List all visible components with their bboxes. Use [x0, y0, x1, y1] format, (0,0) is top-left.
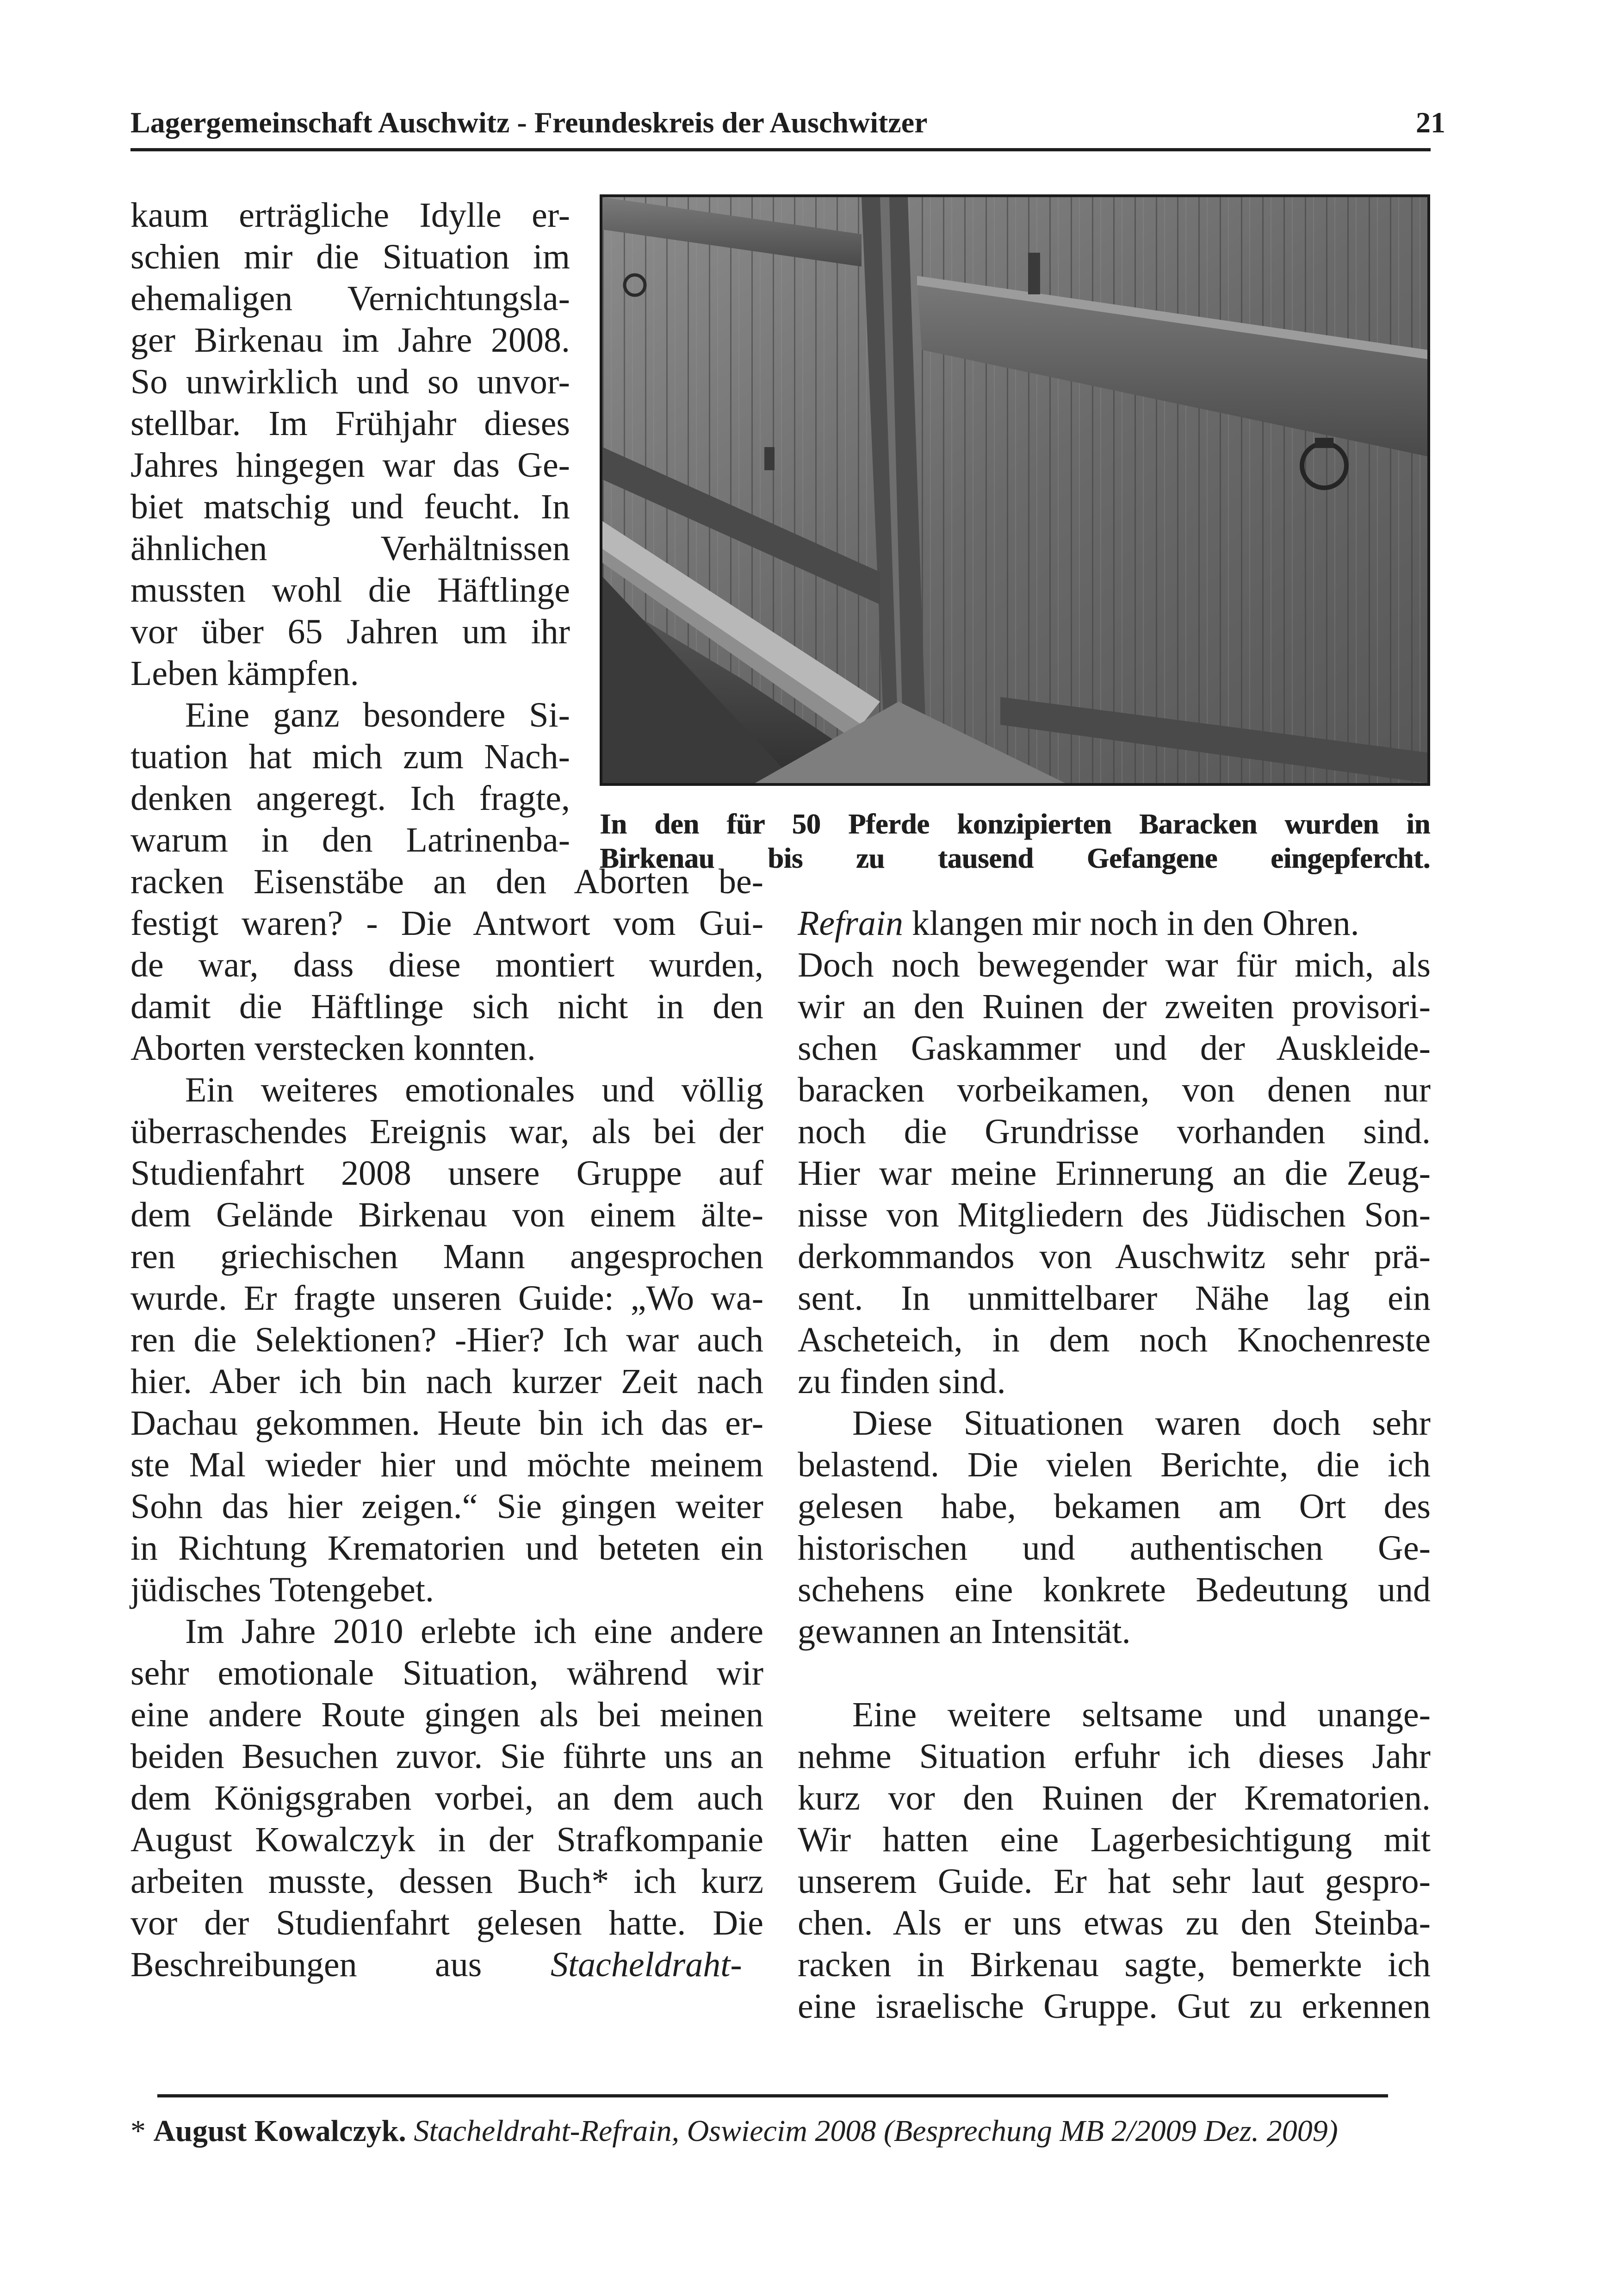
body-text-line: festigt waren? - Die Antwort vom Gui-	[130, 904, 763, 943]
body-text-line: sent. In unmittelbarer Nähe lag ein	[798, 1279, 1431, 1318]
body-text-line: Studienfahrt 2008 unsere Gruppe auf	[130, 1154, 763, 1193]
body-text-line: ehemaligen Vernichtungsla-	[130, 279, 570, 318]
body-text-line: dem Gelände Birkenau von einem älte-	[130, 1195, 763, 1234]
body-text-line: nisse von Mitgliedern des Jüdischen Son-	[798, 1195, 1431, 1234]
body-text-line: kurz vor den Ruinen der Krematorien.	[798, 1779, 1431, 1817]
body-text-line: schien mir die Situation im	[130, 237, 570, 276]
body-text-line: Beschreibungen	[130, 1945, 357, 1984]
body-text-line: Ein weiteres emotionales und völlig	[185, 1070, 763, 1109]
body-text-line: stellbar. Im Frühjahr dieses	[130, 404, 570, 443]
body-text-line: Eine ganz besondere Si-	[185, 696, 570, 734]
body-text-line: schen Gaskammer und der Auskleide-	[798, 1029, 1431, 1068]
body-text-line: sehr emotionale Situation, während wir	[130, 1654, 763, 1692]
footnote-author: August Kowalczyk.	[153, 2114, 406, 2148]
body-text-line: wir an den Ruinen der zweiten provisori-	[798, 987, 1431, 1026]
body-text-line: Aborten verstecken konnten.	[130, 1029, 536, 1068]
running-header-title: Lagergemeinschaft Auschwitz - Freundeskreis der Auschwitzer	[130, 106, 928, 139]
body-text-line: kaum erträgliche Idylle er-	[130, 196, 570, 235]
footnote	[130, 2113, 1431, 2150]
body-text-line: warum in den Latrinenba-	[130, 821, 570, 859]
body-text-line: unserem Guide. Er hat sehr laut gespro-	[798, 1862, 1431, 1901]
body-text-line: dem Königsgraben vorbei, an dem auch	[130, 1779, 763, 1817]
body-text-line: historischen und authentischen Ge-	[798, 1529, 1431, 1568]
body-text-line: noch die Grundrisse vorhanden sind.	[798, 1112, 1431, 1151]
body-text-line: aus	[435, 1945, 482, 1984]
body-text-line: Eine weitere seltsame und unange-	[852, 1695, 1431, 1734]
body-text-line: arbeiten musste, dessen Buch* ich kurz	[130, 1862, 763, 1901]
body-text-line: denken angeregt. Ich fragte,	[130, 779, 570, 818]
body-text-line: gelesen habe, bekamen am Ort des	[798, 1487, 1431, 1526]
body-text-line	[798, 902, 1359, 944]
body-text-line: August Kowalczyk in der Strafkompanie	[130, 1820, 763, 1859]
body-text-line: ren griechischen Mann angesprochen	[130, 1237, 763, 1276]
body-text-line: vor über 65 Jahren um ihr	[130, 612, 570, 651]
body-text-line: tuation hat mich zum Nach-	[130, 737, 570, 776]
body-text-line: Diese Situationen waren doch sehr	[852, 1404, 1431, 1443]
photo-caption-line-2: Birkenau bis zu tausend Gefangene eingepfercht.	[600, 843, 1430, 874]
body-text-line: Dachau gekommen. Heute bin ich das er-	[130, 1404, 763, 1443]
body-text-line: wurde. Er fragte unseren Guide: „Wo wa-	[130, 1279, 763, 1318]
body-text-line: ähnlichen Verhältnissen	[130, 529, 570, 568]
body-text-line: Hier war meine Erinnerung an die Zeug-	[798, 1154, 1431, 1193]
body-text-line: überraschendes Ereignis war, als bei der	[130, 1112, 763, 1151]
body-text-line: chen. Als er uns etwas zu den Steinba-	[798, 1904, 1431, 1942]
body-text-line: in Richtung Krematorien und beteten ein	[130, 1529, 763, 1568]
body-text-line	[551, 1944, 742, 1985]
body-text-span: klangen mir noch in den Ohren.	[903, 904, 1359, 943]
body-text-line: damit die Häftlinge sich nicht in den	[130, 987, 763, 1026]
body-text-line: Leben kämpfen.	[130, 654, 359, 693]
footnote-marker: *	[130, 2114, 154, 2148]
body-text-line: nehme Situation erfuhr ich dieses Jahr	[798, 1737, 1431, 1776]
body-text-line: de war, dass diese montiert wurden,	[130, 946, 763, 984]
body-text-line: vor der Studienfahrt gelesen hatte. Die	[130, 1904, 763, 1942]
footnote-rule	[157, 2094, 1388, 2097]
body-text-line: jüdisches Totengebet.	[130, 1570, 434, 1609]
footnote-citation: Stacheldraht-Refrain, Oswiecim 2008 (Besprechung MB 2/2009 Dez. 2009)	[406, 2114, 1338, 2148]
body-text-line: gewannen an Intensität.	[798, 1612, 1131, 1651]
header-rule	[130, 148, 1431, 151]
body-text-line: Wir hatten eine Lagerbesichtigung mit	[798, 1820, 1431, 1859]
italic-book-title-continued: Refrain	[798, 904, 903, 943]
body-text-line: eine israelische Gruppe. Gut zu erkennen	[798, 1987, 1431, 2026]
body-text-line: Im Jahre 2010 erlebte ich eine andere	[185, 1612, 763, 1651]
body-text-line: beiden Besuchen zuvor. Sie führte uns an	[130, 1737, 763, 1776]
body-text-line: eine andere Route gingen als bei meinen	[130, 1695, 763, 1734]
body-text-line: zu finden sind.	[798, 1362, 1006, 1401]
body-text-line: Ascheteich, in dem noch Knochenreste	[798, 1320, 1431, 1359]
body-text-line: mussten wohl die Häftlinge	[130, 571, 570, 610]
photo-caption-line-1: In den für 50 Pferde konzipierten Baracken wurden in	[600, 809, 1430, 840]
body-text-line: Doch noch bewegender war für mich, als	[798, 946, 1431, 984]
body-text-line: racken in Birkenau sagte, bemerkte ich	[798, 1945, 1431, 1984]
body-text-line: ger Birkenau im Jahre 2008.	[130, 321, 570, 360]
body-text-line: biet matschig und feucht. In	[130, 487, 570, 526]
body-text-line: hier. Aber ich bin nach kurzer Zeit nach	[130, 1362, 763, 1401]
page-number: 21	[1416, 106, 1445, 139]
body-text-line: Sohn das hier zeigen.“ Sie gingen weiter	[130, 1487, 763, 1526]
barrack-stalls-photo	[600, 194, 1430, 786]
body-text-line: ste Mal wieder hier und möchte meinem	[130, 1445, 763, 1484]
body-text-line: So unwirklich und so unvor-	[130, 362, 570, 401]
body-text-line: baracken vorbeikamen, von denen nur	[798, 1070, 1431, 1109]
body-text-line: racken Eisenstäbe an den Aborten be-	[130, 862, 763, 901]
body-text-line: schehens eine konkrete Bedeutung und	[798, 1570, 1431, 1609]
body-text-line: derkommandos von Auschwitz sehr prä-	[798, 1237, 1431, 1276]
body-text-line: ren die Selektionen? -Hier? Ich war auch	[130, 1320, 763, 1359]
italic-book-title: Stacheldraht-	[551, 1945, 742, 1984]
body-text-line: belastend. Die vielen Berichte, die ich	[798, 1445, 1431, 1484]
barrack-stalls-image	[602, 197, 1427, 783]
body-text-line: Jahres hingegen war das Ge-	[130, 446, 570, 485]
